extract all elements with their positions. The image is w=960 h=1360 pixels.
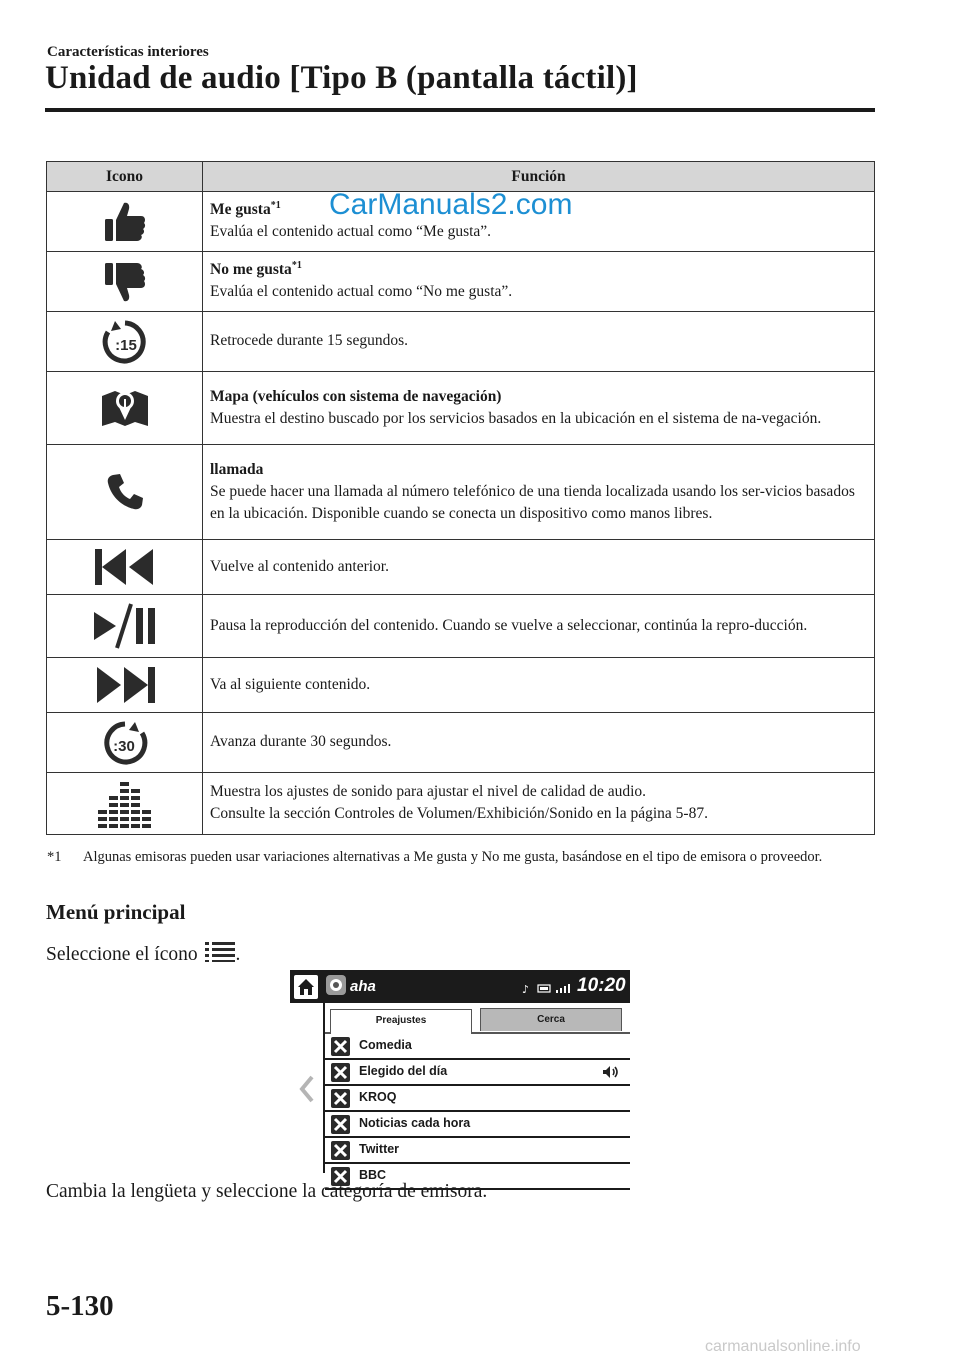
back-chevron-icon[interactable] bbox=[290, 1003, 323, 1173]
remove-icon[interactable] bbox=[331, 1141, 350, 1160]
table-row bbox=[47, 540, 875, 595]
title-rule bbox=[45, 108, 875, 112]
station-label: BBC bbox=[359, 1168, 387, 1182]
list-menu-icon bbox=[205, 942, 235, 962]
home-button[interactable] bbox=[294, 975, 318, 999]
station-label: KROQ bbox=[359, 1090, 397, 1104]
play-pause-icon bbox=[92, 602, 158, 650]
table-row bbox=[47, 595, 875, 658]
footnote-mark: *1 bbox=[47, 849, 62, 865]
home-icon bbox=[294, 975, 318, 999]
instruction-text: Seleccione el ícono bbox=[46, 944, 198, 965]
row-desc: Va al siguiente contenido. bbox=[210, 675, 371, 693]
forward-30-icon bbox=[101, 719, 149, 767]
station-label: Comedia bbox=[359, 1038, 412, 1052]
table-header-row bbox=[47, 162, 875, 192]
row-desc: Retrocede durante 15 segundos. bbox=[210, 332, 408, 349]
map-pin-icon bbox=[99, 386, 151, 430]
row-desc: Muestra los ajustes de sonido para ajustar el nivel de calidad de audio. bbox=[210, 783, 647, 800]
equalizer-icon bbox=[98, 780, 152, 828]
section-heading: Menú principal bbox=[46, 900, 186, 924]
instruction-text-end: . bbox=[235, 944, 241, 965]
status-icons bbox=[522, 982, 572, 994]
row-desc: Se puede hacer una llamada al número telefónico de una tienda localizada usando los ser-vicios basados en la ubicación. Disponible cuando se conecta un dispositivo como manos libres. bbox=[210, 482, 855, 522]
row-title: llamada bbox=[210, 460, 264, 478]
screen-header bbox=[290, 970, 630, 1003]
clock: 10:20 bbox=[577, 975, 626, 996]
aha-screen bbox=[290, 970, 630, 1182]
footnote bbox=[47, 846, 847, 868]
aha-app-icon bbox=[326, 975, 346, 995]
table-row bbox=[47, 372, 875, 445]
footnote-text: Algunas emisoras pueden usar variaciones alternativas a Me gusta y No me gusta, basándose en el tipo de emisora o proveedor. bbox=[83, 849, 823, 865]
footnote-mark: *1 bbox=[270, 199, 281, 211]
table-row bbox=[47, 658, 875, 713]
remove-icon[interactable] bbox=[331, 1115, 350, 1134]
remove-icon[interactable] bbox=[331, 1089, 350, 1108]
speaker-icon bbox=[602, 1065, 620, 1084]
svg-text::15: :15 bbox=[114, 336, 137, 354]
table-row bbox=[47, 312, 875, 372]
watermark: CarManuals2.com bbox=[329, 188, 573, 221]
tab-preajustes[interactable]: Preajustes bbox=[330, 1009, 472, 1034]
row-desc: Muestra el destino buscado por los servicios basados en la ubicación en el sistema de na-vegación. bbox=[210, 409, 822, 427]
list-item[interactable] bbox=[325, 1112, 630, 1138]
remove-icon[interactable] bbox=[331, 1063, 350, 1082]
svg-text:♪: ♪ bbox=[522, 983, 530, 996]
row-desc: Pausa la reproducción del contenido. Cuando se vuelve a seleccionar, continúa la repro-ducción. bbox=[210, 616, 808, 634]
list-item[interactable] bbox=[325, 1138, 630, 1164]
col-icon-header: Icono bbox=[47, 162, 203, 192]
site-footer: carmanualsonline.info bbox=[705, 1338, 861, 1355]
row-desc: Vuelve al contenido anterior. bbox=[210, 557, 389, 575]
station-list bbox=[325, 1034, 630, 1190]
instruction-line bbox=[46, 942, 240, 966]
icon-function-table bbox=[46, 161, 875, 835]
list-item[interactable] bbox=[325, 1034, 630, 1060]
previous-track-icon bbox=[93, 547, 157, 587]
thumbs-up-icon bbox=[102, 199, 148, 245]
col-function-header: Función bbox=[203, 162, 875, 192]
row-desc-secondary: Consulte la sección Controles de Volumen/Exhibición/Sonido en la página 5-87. bbox=[210, 805, 708, 822]
station-label: Twitter bbox=[359, 1142, 400, 1156]
app-name: aha bbox=[350, 978, 376, 995]
row-title: No me gusta bbox=[210, 261, 292, 278]
screen-body bbox=[325, 1003, 630, 1182]
screen-sidebar bbox=[290, 1003, 325, 1173]
row-title: Me gusta bbox=[210, 201, 271, 218]
page-title: Unidad de audio [Tipo B (pantalla táctil)] bbox=[45, 60, 638, 96]
svg-text::30: :30 bbox=[112, 737, 135, 755]
table-row bbox=[47, 713, 875, 773]
row-desc: Avanza durante 30 segundos. bbox=[210, 733, 392, 750]
station-label: Noticias cada hora bbox=[359, 1116, 471, 1130]
page-number: 5-130 bbox=[46, 1290, 114, 1322]
next-track-icon bbox=[93, 665, 157, 705]
row-desc: Evalúa el contenido actual como “Me gusta”. bbox=[210, 223, 492, 240]
rewind-15-icon bbox=[101, 318, 149, 366]
instruction-bottom: Cambia la lengüeta y seleccione la categoría de emisora. bbox=[46, 1181, 488, 1202]
remove-icon[interactable] bbox=[331, 1037, 350, 1056]
thumbs-down-icon bbox=[102, 259, 148, 305]
table-row bbox=[47, 445, 875, 540]
row-desc: Evalúa el contenido actual como “No me gusta”. bbox=[210, 283, 513, 300]
list-item[interactable] bbox=[325, 1060, 630, 1086]
section-label: Características interiores bbox=[47, 44, 209, 60]
phone-icon bbox=[105, 472, 145, 512]
list-item[interactable] bbox=[325, 1086, 630, 1112]
tab-cerca[interactable]: Cerca bbox=[480, 1008, 622, 1031]
station-label: Elegido del día bbox=[359, 1064, 448, 1078]
row-title: Mapa (vehículos con sistema de navegación) bbox=[210, 387, 502, 405]
footnote-mark: *1 bbox=[291, 259, 302, 271]
table-row bbox=[47, 773, 875, 835]
table-row bbox=[47, 252, 875, 312]
